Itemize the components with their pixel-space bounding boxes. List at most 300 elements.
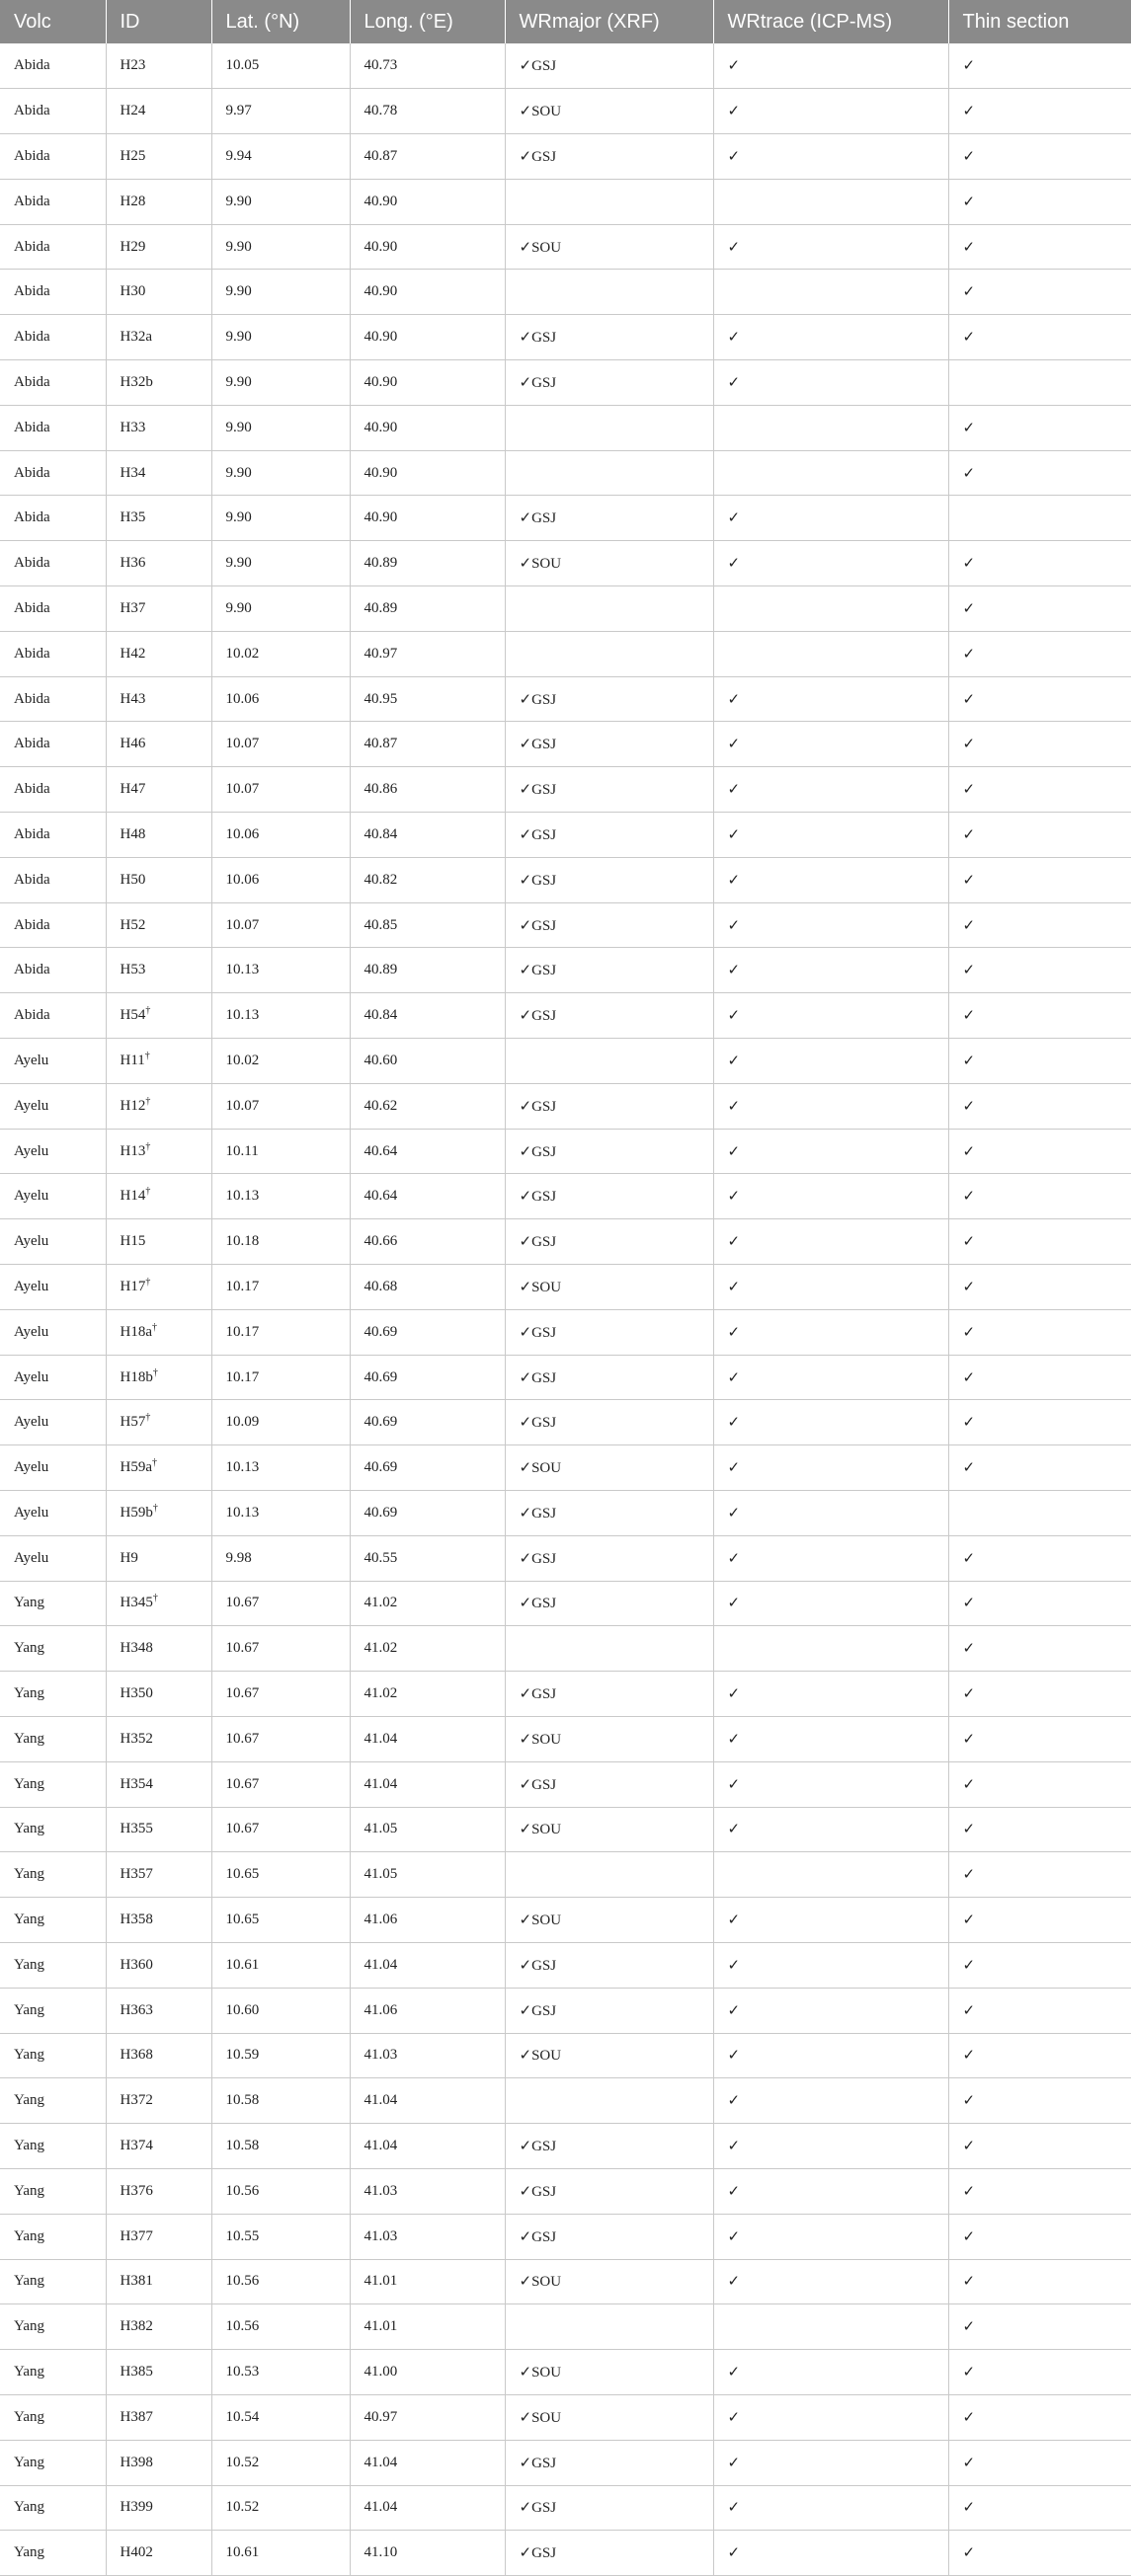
volc-cell: Ayelu xyxy=(0,1174,106,1219)
wrmajor-cell: ✓GSJ xyxy=(505,1129,713,1174)
volc-cell: Abida xyxy=(0,631,106,676)
wrtrace-cell: ✓ xyxy=(713,902,948,948)
id-cell: H382 xyxy=(106,2304,211,2350)
table-row xyxy=(0,1672,1131,1717)
id-cell: H348 xyxy=(106,1626,211,1672)
thin-section-cell: ✓ xyxy=(948,405,1131,450)
wrtrace-cell: ✓ xyxy=(713,496,948,541)
volc-cell: Abida xyxy=(0,179,106,224)
volc-cell: Ayelu xyxy=(0,1535,106,1581)
id-cell: H18a† xyxy=(106,1309,211,1355)
volc-cell: Abida xyxy=(0,722,106,767)
id-cell: H29 xyxy=(106,224,211,270)
table-row xyxy=(0,1265,1131,1310)
id-cell: H360 xyxy=(106,1942,211,1988)
id-cell: H381 xyxy=(106,2259,211,2304)
lat-cell: 9.94 xyxy=(211,134,350,180)
volc-cell: Yang xyxy=(0,2394,106,2440)
long-cell: 40.64 xyxy=(350,1174,505,1219)
volc-cell: Abida xyxy=(0,496,106,541)
long-cell: 40.78 xyxy=(350,89,505,134)
lat-cell: 9.90 xyxy=(211,541,350,586)
lat-cell: 9.90 xyxy=(211,270,350,315)
table-row xyxy=(0,1083,1131,1129)
thin-section-cell: ✓ xyxy=(948,1807,1131,1852)
table-row xyxy=(0,2033,1131,2078)
long-cell: 41.04 xyxy=(350,1942,505,1988)
wrtrace-cell: ✓ xyxy=(713,1988,948,2033)
lat-cell: 10.67 xyxy=(211,1716,350,1761)
header-lat: Lat. (°N) xyxy=(211,0,350,43)
long-cell: 40.73 xyxy=(350,43,505,89)
wrmajor-cell: ✓SOU xyxy=(505,89,713,134)
thin-section-cell: ✓ xyxy=(948,2033,1131,2078)
thin-section-cell: ✓ xyxy=(948,1174,1131,1219)
wrmajor-cell: ✓GSJ xyxy=(505,676,713,722)
wrmajor-cell xyxy=(505,405,713,450)
wrtrace-cell: ✓ xyxy=(713,2485,948,2531)
lat-cell: 10.13 xyxy=(211,1174,350,1219)
volc-cell: Abida xyxy=(0,450,106,496)
volc-cell: Ayelu xyxy=(0,1400,106,1445)
table-row xyxy=(0,2124,1131,2169)
long-cell: 40.90 xyxy=(350,179,505,224)
wrmajor-cell: ✓GSJ xyxy=(505,360,713,406)
table-row xyxy=(0,270,1131,315)
header-thin-section: Thin section xyxy=(948,0,1131,43)
wrmajor-cell: ✓GSJ xyxy=(505,722,713,767)
long-cell: 41.02 xyxy=(350,1626,505,1672)
wrmajor-cell: ✓GSJ xyxy=(505,134,713,180)
id-cell: H17† xyxy=(106,1265,211,1310)
volc-cell: Yang xyxy=(0,1942,106,1988)
id-cell: H50 xyxy=(106,857,211,902)
lat-cell: 10.58 xyxy=(211,2124,350,2169)
wrtrace-cell: ✓ xyxy=(713,1761,948,1807)
wrtrace-cell: ✓ xyxy=(713,2440,948,2485)
table-row xyxy=(0,2168,1131,2214)
thin-section-cell: ✓ xyxy=(948,586,1131,632)
volc-cell: Yang xyxy=(0,1626,106,1672)
lat-cell: 9.90 xyxy=(211,179,350,224)
long-cell: 41.04 xyxy=(350,2485,505,2531)
thin-section-cell: ✓ xyxy=(948,1761,1131,1807)
thin-section-cell: ✓ xyxy=(948,2440,1131,2485)
wrtrace-cell: ✓ xyxy=(713,2214,948,2259)
lat-cell: 10.07 xyxy=(211,1083,350,1129)
wrmajor-cell: ✓GSJ xyxy=(505,1083,713,1129)
lat-cell: 10.02 xyxy=(211,1039,350,1084)
id-cell: H14† xyxy=(106,1174,211,1219)
wrmajor-cell: ✓GSJ xyxy=(505,902,713,948)
thin-section-cell: ✓ xyxy=(948,722,1131,767)
id-cell: H357 xyxy=(106,1852,211,1898)
wrtrace-cell: ✓ xyxy=(713,89,948,134)
thin-section-cell: ✓ xyxy=(948,1219,1131,1265)
table-row xyxy=(0,405,1131,450)
wrmajor-cell xyxy=(505,179,713,224)
table-row xyxy=(0,902,1131,948)
wrmajor-cell: ✓SOU xyxy=(505,541,713,586)
long-cell: 40.69 xyxy=(350,1445,505,1491)
wrtrace-cell xyxy=(713,586,948,632)
table-row xyxy=(0,2259,1131,2304)
volc-cell: Ayelu xyxy=(0,1491,106,1536)
table-row xyxy=(0,676,1131,722)
lat-cell: 10.11 xyxy=(211,1129,350,1174)
id-cell: H32b xyxy=(106,360,211,406)
wrtrace-cell: ✓ xyxy=(713,1672,948,1717)
lat-cell: 9.90 xyxy=(211,360,350,406)
thin-section-cell: ✓ xyxy=(948,89,1131,134)
lat-cell: 10.67 xyxy=(211,1672,350,1717)
table-row xyxy=(0,2394,1131,2440)
lat-cell: 10.56 xyxy=(211,2259,350,2304)
table-row xyxy=(0,2214,1131,2259)
long-cell: 40.87 xyxy=(350,722,505,767)
id-cell: H59a† xyxy=(106,1445,211,1491)
wrtrace-cell xyxy=(713,1852,948,1898)
thin-section-cell: ✓ xyxy=(948,813,1131,858)
wrmajor-cell: ✓GSJ xyxy=(505,813,713,858)
long-cell: 40.89 xyxy=(350,948,505,993)
volc-cell: Ayelu xyxy=(0,1445,106,1491)
long-cell: 41.04 xyxy=(350,2440,505,2485)
thin-section-cell xyxy=(948,496,1131,541)
thin-section-cell: ✓ xyxy=(948,2124,1131,2169)
wrmajor-cell: ✓SOU xyxy=(505,1807,713,1852)
lat-cell: 10.67 xyxy=(211,1807,350,1852)
wrmajor-cell: ✓GSJ xyxy=(505,2531,713,2576)
wrtrace-cell: ✓ xyxy=(713,2259,948,2304)
wrmajor-cell: ✓GSJ xyxy=(505,857,713,902)
header-id: ID xyxy=(106,0,211,43)
id-cell: H46 xyxy=(106,722,211,767)
long-cell: 40.90 xyxy=(350,315,505,360)
table-row xyxy=(0,993,1131,1039)
thin-section-cell: ✓ xyxy=(948,1988,1131,2033)
long-cell: 40.97 xyxy=(350,631,505,676)
table-row xyxy=(0,541,1131,586)
volc-cell: Yang xyxy=(0,1807,106,1852)
long-cell: 41.06 xyxy=(350,1988,505,2033)
long-cell: 41.03 xyxy=(350,2168,505,2214)
wrtrace-cell xyxy=(713,270,948,315)
volc-cell: Abida xyxy=(0,813,106,858)
thin-section-cell: ✓ xyxy=(948,2214,1131,2259)
wrmajor-cell xyxy=(505,270,713,315)
wrtrace-cell: ✓ xyxy=(713,1039,948,1084)
long-cell: 40.84 xyxy=(350,813,505,858)
wrmajor-cell: ✓GSJ xyxy=(505,2168,713,2214)
long-cell: 40.95 xyxy=(350,676,505,722)
long-cell: 41.04 xyxy=(350,1716,505,1761)
thin-section-cell: ✓ xyxy=(948,1265,1131,1310)
wrtrace-cell: ✓ xyxy=(713,541,948,586)
lat-cell: 9.97 xyxy=(211,89,350,134)
header-volc: Volc xyxy=(0,0,106,43)
table-row xyxy=(0,2350,1131,2395)
long-cell: 41.10 xyxy=(350,2531,505,2576)
lat-cell: 10.67 xyxy=(211,1581,350,1626)
wrmajor-cell: ✓GSJ xyxy=(505,2485,713,2531)
table-body xyxy=(0,43,1131,2576)
long-cell: 41.01 xyxy=(350,2259,505,2304)
lat-cell: 10.56 xyxy=(211,2168,350,2214)
table-row xyxy=(0,315,1131,360)
volc-cell: Abida xyxy=(0,43,106,89)
table-row xyxy=(0,2440,1131,2485)
table-row xyxy=(0,360,1131,406)
lat-cell: 10.55 xyxy=(211,2214,350,2259)
wrtrace-cell: ✓ xyxy=(713,1400,948,1445)
lat-cell: 10.13 xyxy=(211,948,350,993)
volc-cell: Abida xyxy=(0,767,106,813)
table-row xyxy=(0,450,1131,496)
thin-section-cell: ✓ xyxy=(948,1535,1131,1581)
wrmajor-cell: ✓SOU xyxy=(505,2350,713,2395)
volc-cell: Ayelu xyxy=(0,1309,106,1355)
volc-cell: Yang xyxy=(0,2124,106,2169)
wrmajor-cell: ✓GSJ xyxy=(505,1400,713,1445)
lat-cell: 10.13 xyxy=(211,1491,350,1536)
header-long: Long. (°E) xyxy=(350,0,505,43)
table-row xyxy=(0,586,1131,632)
id-cell: H385 xyxy=(106,2350,211,2395)
thin-section-cell: ✓ xyxy=(948,902,1131,948)
long-cell: 40.69 xyxy=(350,1491,505,1536)
lat-cell: 10.07 xyxy=(211,722,350,767)
id-cell: H52 xyxy=(106,902,211,948)
long-cell: 40.55 xyxy=(350,1535,505,1581)
long-cell: 40.69 xyxy=(350,1355,505,1400)
id-cell: H36 xyxy=(106,541,211,586)
long-cell: 40.62 xyxy=(350,1083,505,1129)
wrmajor-cell: ✓GSJ xyxy=(505,1174,713,1219)
table-row xyxy=(0,2078,1131,2124)
wrmajor-cell: ✓GSJ xyxy=(505,2124,713,2169)
wrmajor-cell: ✓GSJ xyxy=(505,1672,713,1717)
table-row xyxy=(0,1898,1131,1943)
wrmajor-cell: ✓GSJ xyxy=(505,2440,713,2485)
wrtrace-cell: ✓ xyxy=(713,1174,948,1219)
wrtrace-cell: ✓ xyxy=(713,1942,948,1988)
thin-section-cell: ✓ xyxy=(948,541,1131,586)
wrtrace-cell: ✓ xyxy=(713,2124,948,2169)
id-cell: H345† xyxy=(106,1581,211,1626)
long-cell: 41.05 xyxy=(350,1852,505,1898)
wrtrace-cell xyxy=(713,405,948,450)
wrmajor-cell: ✓SOU xyxy=(505,1265,713,1310)
table-row xyxy=(0,1174,1131,1219)
long-cell: 40.90 xyxy=(350,405,505,450)
thin-section-cell: ✓ xyxy=(948,767,1131,813)
wrmajor-cell: ✓SOU xyxy=(505,1445,713,1491)
lat-cell: 9.90 xyxy=(211,315,350,360)
table-row xyxy=(0,1129,1131,1174)
long-cell: 41.04 xyxy=(350,2078,505,2124)
id-cell: H15 xyxy=(106,1219,211,1265)
table-row xyxy=(0,1581,1131,1626)
long-cell: 40.90 xyxy=(350,270,505,315)
thin-section-cell: ✓ xyxy=(948,2531,1131,2576)
id-cell: H42 xyxy=(106,631,211,676)
lat-cell: 10.65 xyxy=(211,1852,350,1898)
wrmajor-cell: ✓GSJ xyxy=(505,1309,713,1355)
wrtrace-cell: ✓ xyxy=(713,722,948,767)
wrtrace-cell: ✓ xyxy=(713,224,948,270)
lat-cell: 10.13 xyxy=(211,1445,350,1491)
id-cell: H47 xyxy=(106,767,211,813)
id-cell: H35 xyxy=(106,496,211,541)
wrmajor-cell xyxy=(505,586,713,632)
long-cell: 41.00 xyxy=(350,2350,505,2395)
id-cell: H53 xyxy=(106,948,211,993)
wrtrace-cell: ✓ xyxy=(713,857,948,902)
volc-cell: Abida xyxy=(0,541,106,586)
wrmajor-cell: ✓GSJ xyxy=(505,1761,713,1807)
volc-cell: Abida xyxy=(0,270,106,315)
table-row xyxy=(0,1716,1131,1761)
wrmajor-cell: ✓SOU xyxy=(505,1898,713,1943)
thin-section-cell: ✓ xyxy=(948,1898,1131,1943)
lat-cell: 10.67 xyxy=(211,1626,350,1672)
thin-section-cell: ✓ xyxy=(948,1039,1131,1084)
wrtrace-cell: ✓ xyxy=(713,1309,948,1355)
lat-cell: 10.60 xyxy=(211,1988,350,2033)
id-cell: H23 xyxy=(106,43,211,89)
thin-section-cell: ✓ xyxy=(948,315,1131,360)
wrmajor-cell: ✓GSJ xyxy=(505,1355,713,1400)
table-row xyxy=(0,767,1131,813)
id-cell: H34 xyxy=(106,450,211,496)
lat-cell: 10.17 xyxy=(211,1265,350,1310)
table-row xyxy=(0,2304,1131,2350)
thin-section-cell: ✓ xyxy=(948,1942,1131,1988)
long-cell: 41.03 xyxy=(350,2214,505,2259)
thin-section-cell: ✓ xyxy=(948,134,1131,180)
volc-cell: Abida xyxy=(0,676,106,722)
long-cell: 40.68 xyxy=(350,1265,505,1310)
wrmajor-cell: ✓GSJ xyxy=(505,43,713,89)
id-cell: H12† xyxy=(106,1083,211,1129)
volc-cell: Abida xyxy=(0,134,106,180)
table-row xyxy=(0,1807,1131,1852)
thin-section-cell: ✓ xyxy=(948,1083,1131,1129)
thin-section-cell: ✓ xyxy=(948,631,1131,676)
table-row xyxy=(0,224,1131,270)
long-cell: 40.84 xyxy=(350,993,505,1039)
volc-cell: Yang xyxy=(0,1852,106,1898)
lat-cell: 10.18 xyxy=(211,1219,350,1265)
volc-cell: Yang xyxy=(0,2531,106,2576)
wrtrace-cell: ✓ xyxy=(713,1445,948,1491)
id-cell: H372 xyxy=(106,2078,211,2124)
thin-section-cell: ✓ xyxy=(948,948,1131,993)
table-row xyxy=(0,134,1131,180)
volc-cell: Abida xyxy=(0,857,106,902)
id-cell: H57† xyxy=(106,1400,211,1445)
table-row xyxy=(0,1852,1131,1898)
wrtrace-cell: ✓ xyxy=(713,134,948,180)
table-row xyxy=(0,1535,1131,1581)
volc-cell: Abida xyxy=(0,586,106,632)
long-cell: 40.66 xyxy=(350,1219,505,1265)
long-cell: 40.90 xyxy=(350,450,505,496)
lat-cell: 10.56 xyxy=(211,2304,350,2350)
lat-cell: 10.06 xyxy=(211,857,350,902)
wrmajor-cell xyxy=(505,2078,713,2124)
id-cell: H387 xyxy=(106,2394,211,2440)
long-cell: 40.87 xyxy=(350,134,505,180)
wrtrace-cell: ✓ xyxy=(713,948,948,993)
volc-cell: Ayelu xyxy=(0,1039,106,1084)
long-cell: 40.64 xyxy=(350,1129,505,1174)
long-cell: 40.86 xyxy=(350,767,505,813)
table-row xyxy=(0,1988,1131,2033)
id-cell: H37 xyxy=(106,586,211,632)
thin-section-cell: ✓ xyxy=(948,1400,1131,1445)
lat-cell: 10.06 xyxy=(211,676,350,722)
volc-cell: Abida xyxy=(0,902,106,948)
lat-cell: 10.53 xyxy=(211,2350,350,2395)
id-cell: H374 xyxy=(106,2124,211,2169)
wrtrace-cell: ✓ xyxy=(713,1219,948,1265)
id-cell: H59b† xyxy=(106,1491,211,1536)
id-cell: H352 xyxy=(106,1716,211,1761)
table-row xyxy=(0,948,1131,993)
wrtrace-cell: ✓ xyxy=(713,2078,948,2124)
wrtrace-cell: ✓ xyxy=(713,1491,948,1536)
thin-section-cell: ✓ xyxy=(948,2259,1131,2304)
wrmajor-cell xyxy=(505,2304,713,2350)
table-row xyxy=(0,1309,1131,1355)
wrtrace-cell: ✓ xyxy=(713,360,948,406)
id-cell: H11† xyxy=(106,1039,211,1084)
id-cell: H399 xyxy=(106,2485,211,2531)
table-row xyxy=(0,631,1131,676)
thin-section-cell: ✓ xyxy=(948,1445,1131,1491)
lat-cell: 10.07 xyxy=(211,767,350,813)
table-row xyxy=(0,1491,1131,1536)
table-row xyxy=(0,89,1131,134)
long-cell: 41.02 xyxy=(350,1672,505,1717)
long-cell: 41.03 xyxy=(350,2033,505,2078)
volc-cell: Abida xyxy=(0,89,106,134)
wrtrace-cell: ✓ xyxy=(713,1898,948,1943)
thin-section-cell: ✓ xyxy=(948,450,1131,496)
volc-cell: Abida xyxy=(0,224,106,270)
thin-section-cell: ✓ xyxy=(948,224,1131,270)
wrmajor-cell: ✓GSJ xyxy=(505,2214,713,2259)
id-cell: H355 xyxy=(106,1807,211,1852)
lat-cell: 9.90 xyxy=(211,586,350,632)
wrtrace-cell: ✓ xyxy=(713,676,948,722)
volc-cell: Abida xyxy=(0,315,106,360)
volc-cell: Yang xyxy=(0,2259,106,2304)
thin-section-cell: ✓ xyxy=(948,1309,1131,1355)
wrtrace-cell: ✓ xyxy=(713,813,948,858)
thin-section-cell: ✓ xyxy=(948,270,1131,315)
wrmajor-cell: ✓GSJ xyxy=(505,1491,713,1536)
long-cell: 40.90 xyxy=(350,224,505,270)
wrmajor-cell: ✓SOU xyxy=(505,2259,713,2304)
wrmajor-cell xyxy=(505,1852,713,1898)
long-cell: 40.90 xyxy=(350,496,505,541)
id-cell: H28 xyxy=(106,179,211,224)
volc-cell: Abida xyxy=(0,360,106,406)
volc-cell: Yang xyxy=(0,1581,106,1626)
